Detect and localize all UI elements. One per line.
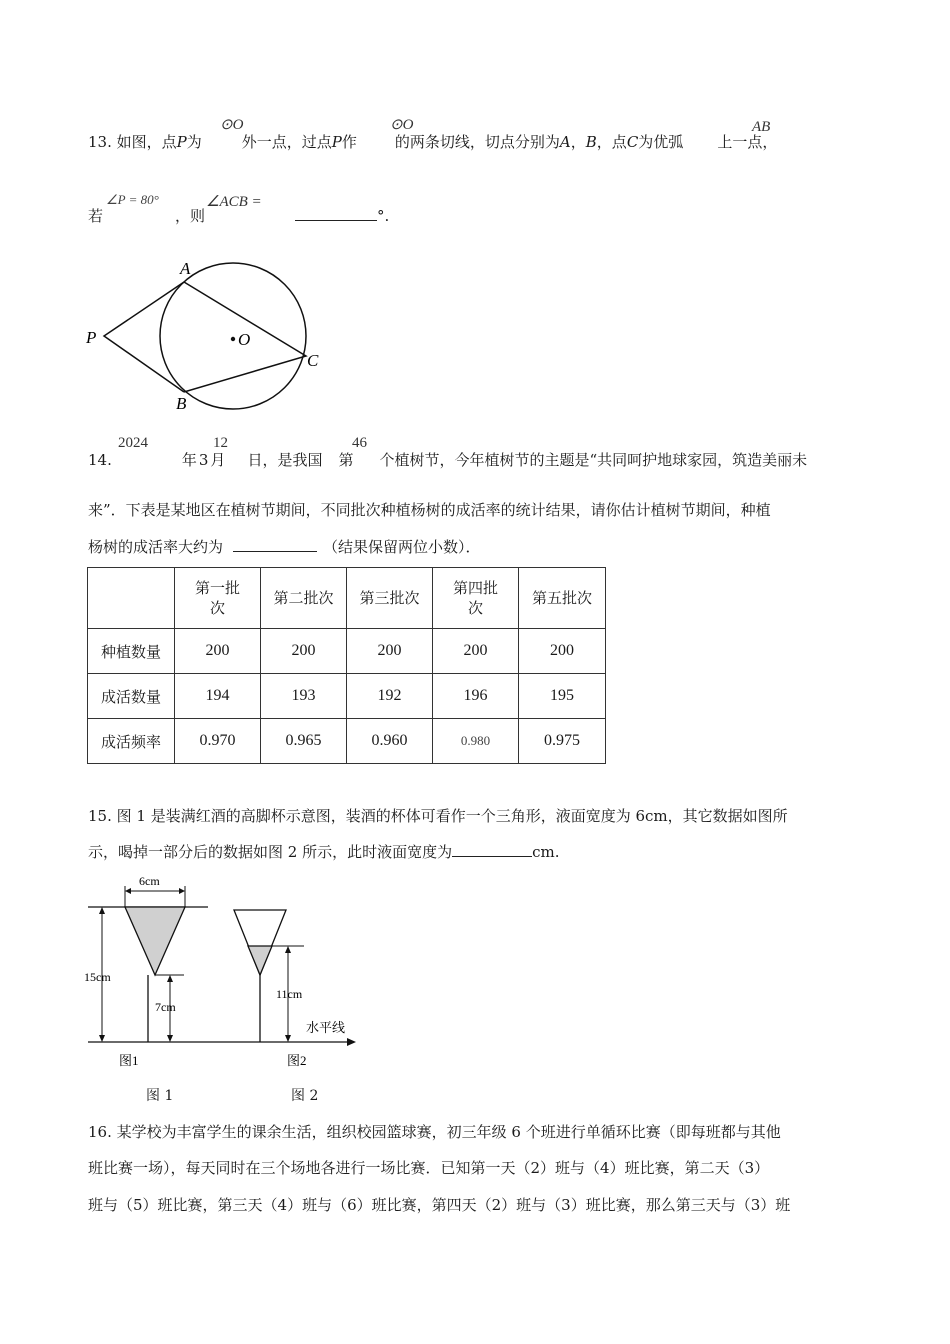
label-b: B	[176, 394, 187, 413]
center-point	[231, 337, 235, 341]
q15-glass-figure	[84, 872, 364, 1068]
table-cell: 195	[519, 674, 606, 719]
table-cell: 200	[519, 629, 606, 674]
height1-label: 15cm	[84, 970, 111, 984]
q13-text: 的两条切线，切点分别为	[394, 133, 560, 151]
q14-year: 2024	[118, 435, 148, 451]
circle-o	[160, 263, 306, 409]
table-row	[88, 629, 606, 674]
table-cell: 196	[433, 674, 519, 719]
q16-text: 某学校为丰富学生的课余生活，组织校园篮球赛，初三年级 6 个班进行单循环比赛（即每班都与其他	[116, 1123, 781, 1141]
q14-text: 月	[210, 451, 226, 469]
table-header-cell: 第四批 次	[433, 568, 519, 629]
q16-line2: 班比赛一场），每天同时在三个场地各进行一场比赛．已知第一天（2）班与（4）班比赛，第二天（3）	[88, 1159, 770, 1177]
table-cell: 0.965	[261, 719, 347, 764]
glass1-wine	[125, 907, 185, 975]
table-header-cell: 第五批次	[519, 568, 606, 629]
fig1-caption: 图 1	[146, 1088, 174, 1104]
table-row	[88, 719, 606, 764]
q15-text: 图 1 是装满红酒的高脚杯示意图，装酒的杯体可看作一个三角形，液面宽度为 6cm，其它数据如图所	[116, 807, 788, 825]
table-cell: 193	[261, 674, 347, 719]
row-label: 成活频率	[88, 719, 175, 764]
q15-answer-blank[interactable]	[452, 842, 532, 857]
table-cell: 200	[175, 629, 261, 674]
q14-line2: 来”．下表是某地区在植树节期间，不同批次种植杨树的成活率的统计结果，请你估计植树节期间，种植	[88, 501, 771, 519]
q15-number: 15.	[88, 807, 112, 825]
row-label: 成活数量	[88, 674, 175, 719]
row-label: 种植数量	[88, 629, 175, 674]
q14-text: 杨树的成活率大约为	[88, 538, 224, 556]
table-cell: 0.970	[175, 719, 261, 764]
q14-line3	[88, 537, 481, 557]
label-c: C	[307, 351, 319, 370]
q13-point-c: C	[626, 133, 639, 151]
horizon-label: 水平线	[306, 1020, 346, 1035]
q13-number: 13.	[88, 133, 112, 151]
q16-line3: 班与（5）班比赛，第三天（4）班与（6）班比赛，第四天（2）班与（3）班比赛，那么第三天与（3）班	[88, 1196, 791, 1214]
table-cell: 200	[261, 629, 347, 674]
q14-line1	[88, 450, 807, 470]
table-header-row	[88, 568, 606, 629]
label-a: A	[180, 259, 191, 278]
q13-text: 上一点，	[717, 133, 778, 151]
q13-point-b: B	[585, 133, 597, 151]
height2-label: 11cm	[276, 987, 303, 1001]
stem-label: 7cm	[155, 1000, 176, 1014]
q14-text: 个植树节，今年植树节的主题是“共同呵护地球家园，筑造美丽未	[379, 451, 808, 469]
q13-circle-o-symbol: ⊙O	[390, 117, 414, 133]
q14-number: 14.	[88, 451, 112, 469]
table-cell: 0.980	[433, 719, 519, 764]
fig1-inner-label: 图1	[119, 1053, 139, 1068]
q14-month: 3	[198, 451, 209, 469]
q13-point-a: A	[559, 133, 571, 151]
q13-text: 外一点，过点	[241, 133, 332, 151]
q14-text: 第	[338, 451, 354, 469]
table-cell: 0.975	[519, 719, 606, 764]
q13-point-p: P	[176, 133, 187, 151]
q14-day: 12	[213, 435, 228, 451]
table-header-cell: 第一批 次	[175, 568, 261, 629]
label-o: O	[238, 330, 251, 349]
q13-text: 为优弧	[638, 133, 684, 151]
q14-text: 年	[181, 451, 197, 469]
q15-line2	[88, 842, 560, 862]
q13-angle-acb: ∠ACB =	[206, 194, 262, 210]
table-header-cell: 第二批次	[261, 568, 347, 629]
q13-text: °.	[377, 207, 390, 225]
label-p: P	[86, 328, 97, 347]
q15-line1	[88, 806, 788, 826]
table-header-cell: 第三批次	[347, 568, 433, 629]
q14-answer-blank[interactable]	[233, 537, 317, 552]
table-cell: 194	[175, 674, 261, 719]
q13-text: 作	[341, 133, 357, 151]
q13-text: ，点	[596, 133, 627, 151]
q13-text: 为	[186, 133, 202, 151]
table-cell: 192	[347, 674, 433, 719]
table-header-cell	[88, 568, 175, 629]
q16-number: 16.	[88, 1123, 112, 1141]
q15-text: cm.	[532, 843, 560, 861]
table-cell: 0.960	[347, 719, 433, 764]
q16-line1	[88, 1122, 781, 1142]
q13-text: ，则	[175, 207, 206, 225]
width-label: 6cm	[139, 874, 160, 888]
table-cell: 200	[347, 629, 433, 674]
glass2-wine	[248, 946, 272, 975]
fig2-inner-label: 图2	[287, 1053, 307, 1068]
q13-text: ，	[570, 133, 586, 151]
q13-line1	[88, 132, 777, 152]
q13-arc-ab: AB	[752, 119, 771, 135]
q13-answer-blank[interactable]	[295, 206, 377, 221]
q13-circle-o-symbol: ⊙O	[220, 117, 244, 133]
q14-text: 日，是我国	[247, 451, 323, 469]
table-row	[88, 674, 606, 719]
q13-text: 如图，点	[116, 133, 177, 151]
q13-text: 若	[88, 207, 104, 225]
q14-text: （结果保留两位小数）．	[323, 538, 481, 556]
q15-text: 示，喝掉一部分后的数据如图 2 所示，此时液面宽度为	[88, 843, 453, 861]
q14-nth: 46	[352, 435, 367, 451]
q13-circle-figure	[80, 256, 340, 416]
q14-survival-table	[87, 567, 606, 764]
q13-angle-p: ∠P = 80°	[106, 192, 159, 207]
fig2-caption: 图 2	[291, 1088, 319, 1104]
q13-point-p: P	[331, 133, 342, 151]
table-cell: 200	[433, 629, 519, 674]
